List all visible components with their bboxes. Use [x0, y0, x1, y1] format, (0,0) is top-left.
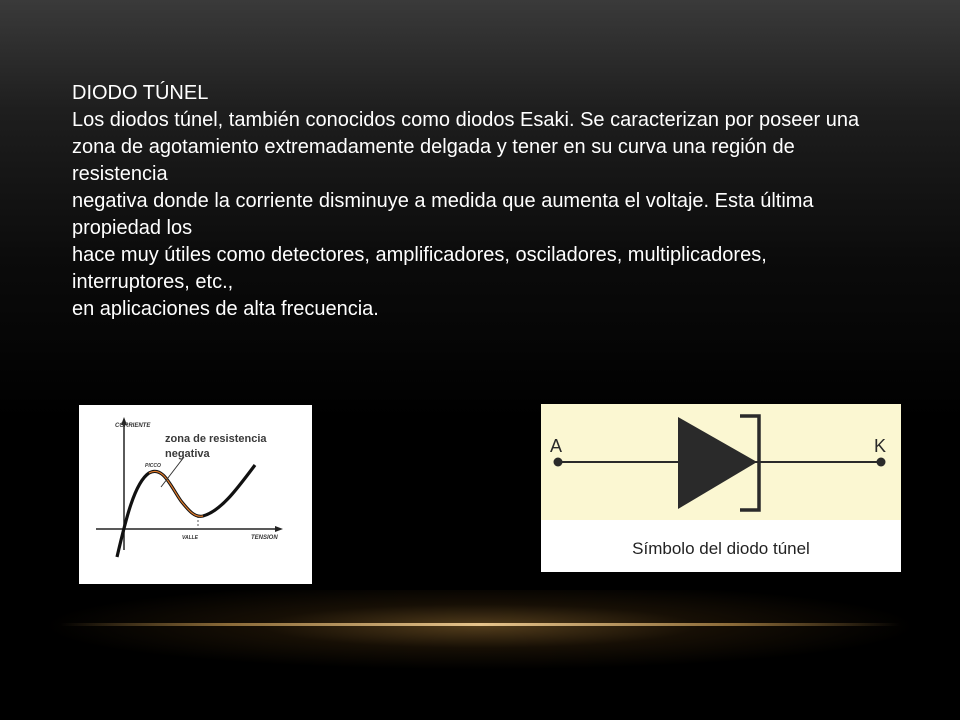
slide-text — [72, 80, 872, 323]
peak-label: PICCO — [145, 463, 161, 469]
tunnel-diode-curve-image — [79, 405, 312, 584]
floor-glow — [40, 590, 920, 670]
body-line-1: Los diodos túnel, también conocidos como diodos Esaki. Se caracterizan por poseer una — [72, 109, 860, 131]
body-line-2: zona de agotamiento extremadamente delgada y tener en su curva una región de resistencia — [72, 136, 795, 185]
valley-label: VALLE — [182, 535, 199, 541]
floor-glow-line — [60, 623, 900, 626]
body-line-3: negativa donde la corriente disminuye a medida que aumenta el voltaje. Esta última propiedad los — [72, 190, 814, 239]
iv-curve — [117, 465, 255, 557]
y-axis-label: CORRIENTE — [115, 423, 151, 429]
tunnel-diode-symbol-image — [541, 404, 901, 572]
annotation-line-2: negativa — [165, 448, 210, 460]
symbol-caption: Símbolo del diodo túnel — [632, 539, 810, 558]
anode-terminal — [554, 458, 563, 467]
annotation-pointer — [161, 457, 184, 487]
body-line-5: en aplicaciones de alta frecuencia. — [72, 298, 379, 320]
cathode-label: K — [874, 436, 887, 456]
cathode-terminal — [877, 458, 886, 467]
iv-curve-graph — [79, 405, 312, 584]
negative-resistance-highlight — [149, 471, 203, 516]
x-axis-arrow — [275, 526, 283, 532]
annotation-line-1: zona de resistencia — [165, 433, 267, 445]
anode-label: A — [550, 436, 563, 456]
slide-title: DIODO TÚNEL — [72, 82, 209, 104]
body-line-4: hace muy útiles como detectores, amplificadores, osciladores, multiplicadores, interruptores, etc., — [72, 244, 767, 293]
diode-symbol-figure — [541, 404, 901, 572]
x-axis-label: TENSION — [251, 535, 278, 541]
